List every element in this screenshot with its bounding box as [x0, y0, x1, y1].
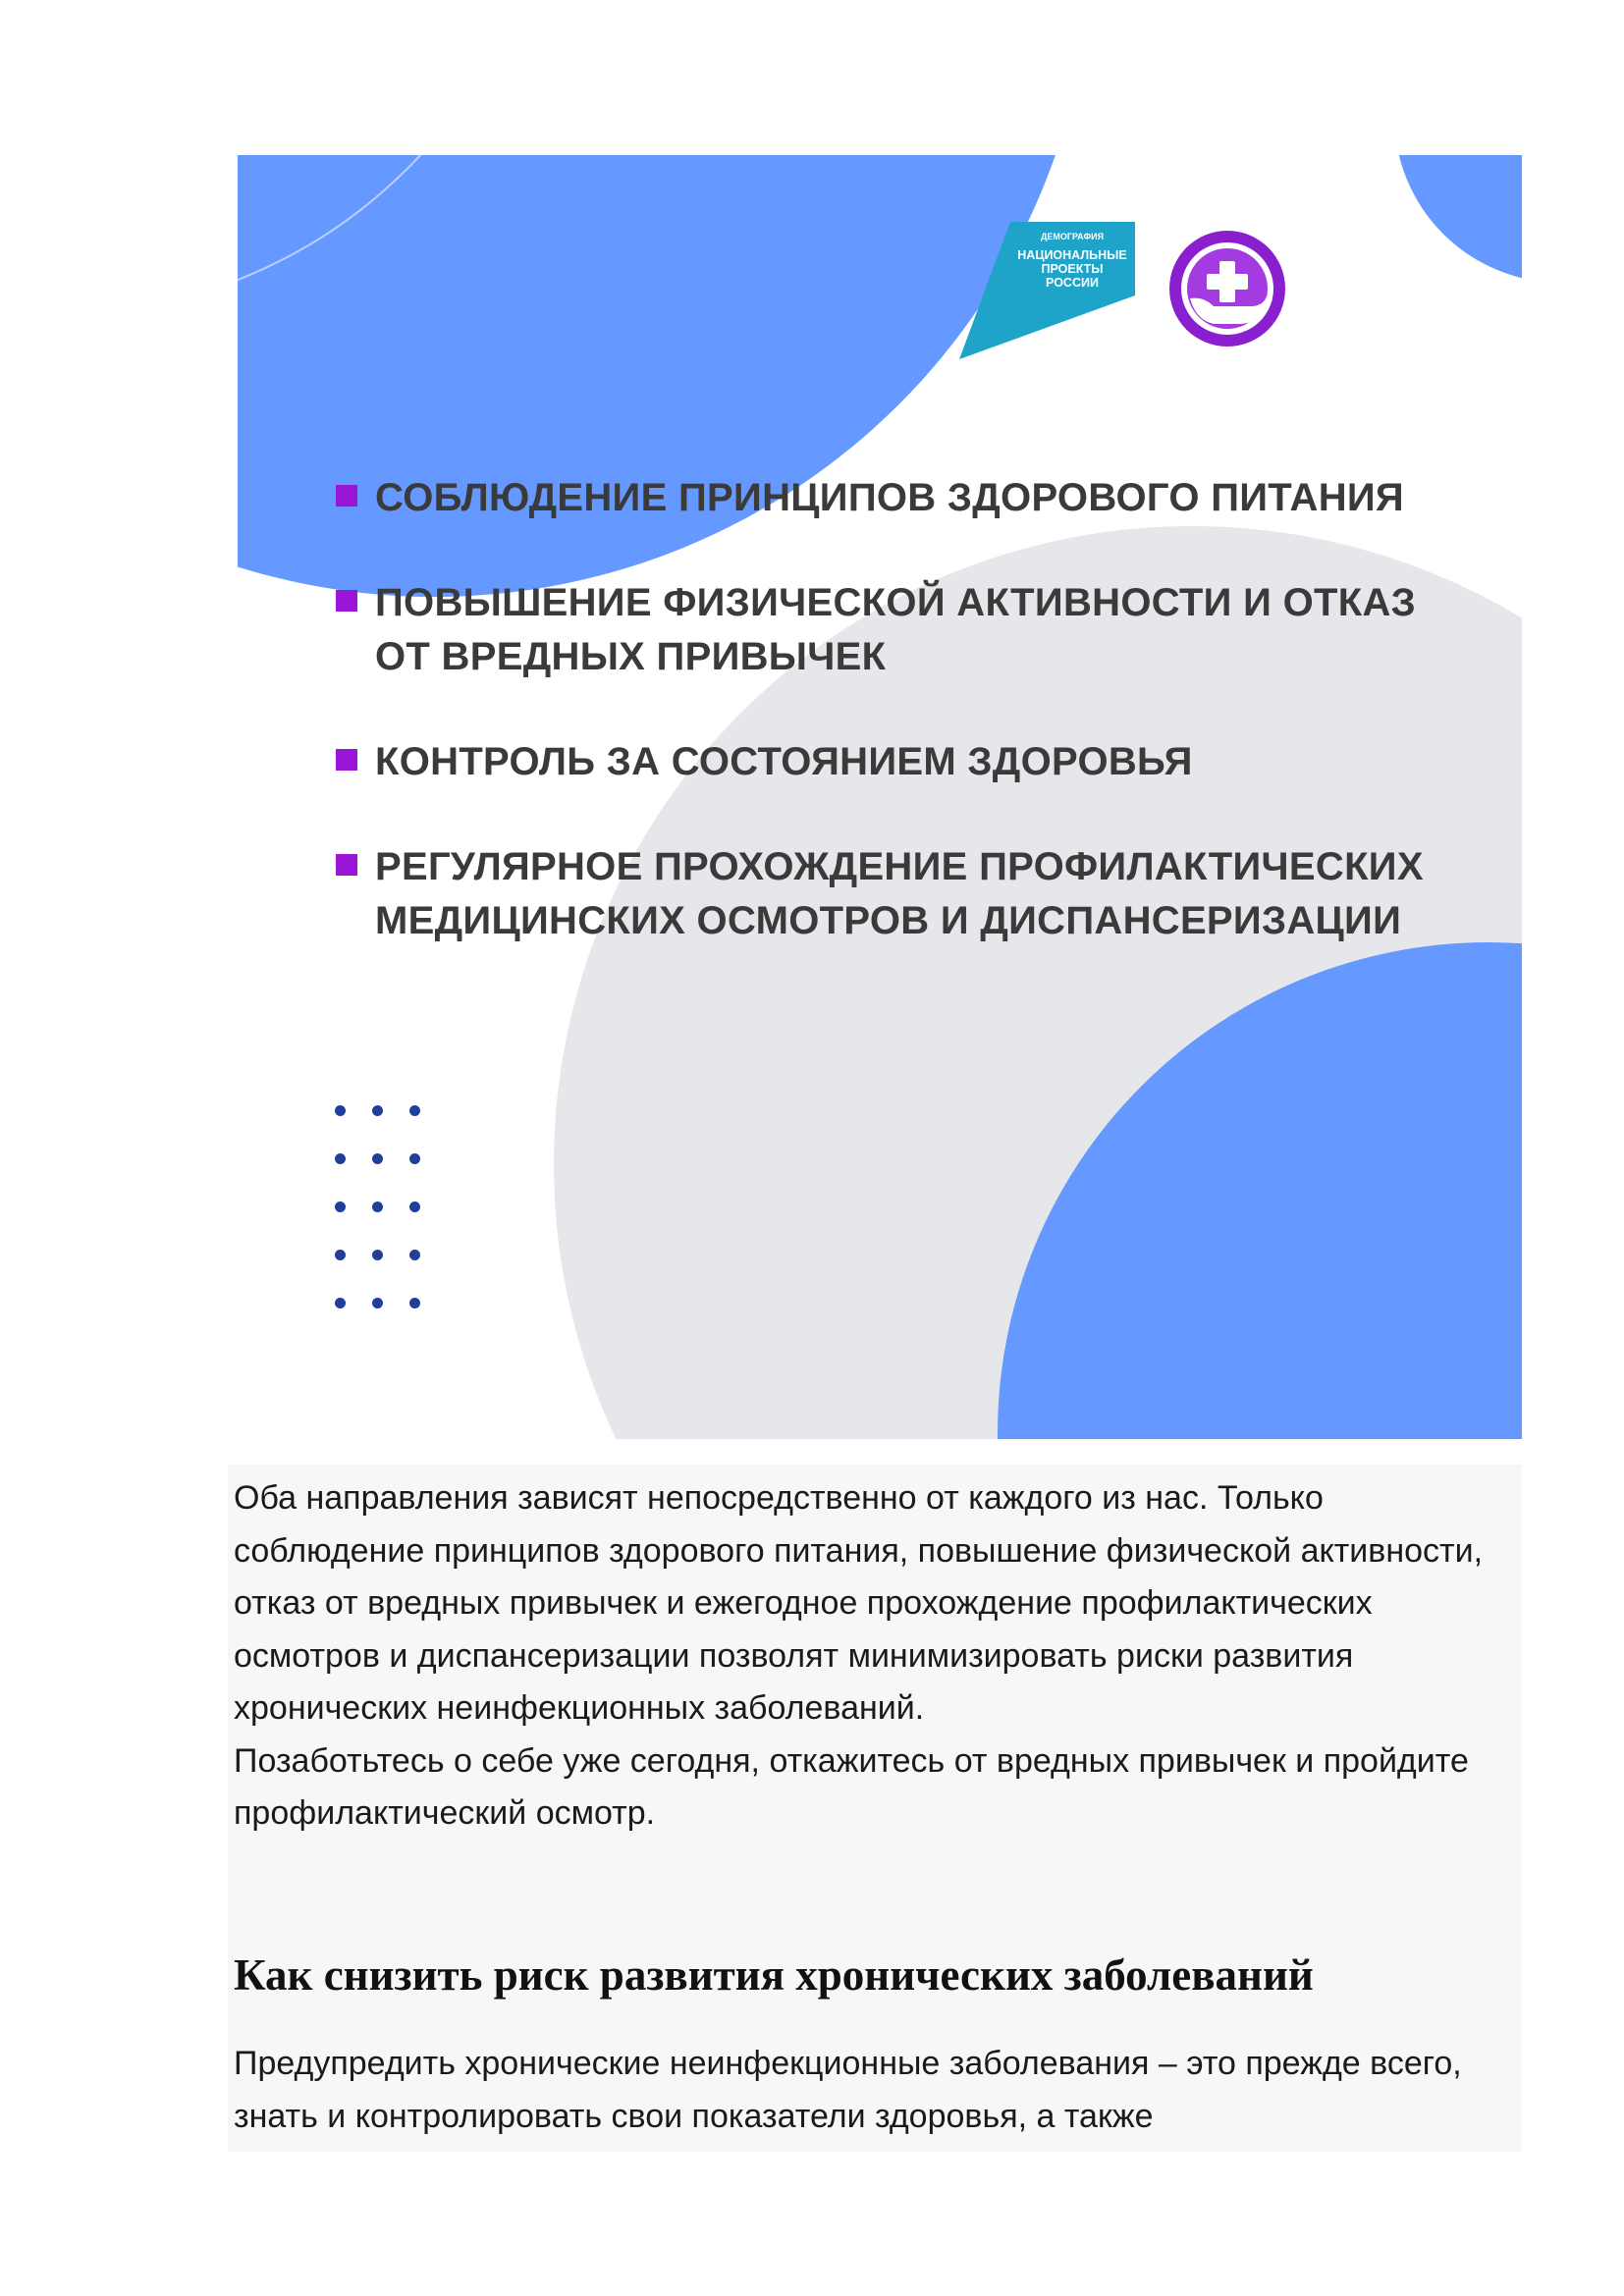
dot	[335, 1105, 346, 1116]
bullet-text: КОНТРОЛЬ ЗА СОСТОЯНИЕМ ЗДОРОВЬЯ	[375, 740, 1193, 783]
blue-circle-top-right	[1394, 155, 1522, 283]
paragraph: Оба направления зависят непосредственно от каждого из нас. Только соблюдение принципов здорового питания, повышение физической активности, отказ от вредных привычек и ежегодное прохождение профилактических осмотров и диспансеризации позволят минимизировать риски развития хронических неинфекционных заболеваний.	[234, 1479, 1484, 1727]
demography-logo-line-2: ПРОЕКТЫ	[1041, 262, 1104, 276]
demography-national-projects-logo	[956, 212, 1290, 364]
paragraph: Позаботьтесь о себе уже сегодня, откажитесь от вредных привычек и пройдите профилактический осмотр.	[234, 1741, 1469, 1832]
dot	[372, 1250, 383, 1260]
bullet-text: РЕГУЛЯРНОЕ ПРОХОЖДЕНИЕ ПРОФИЛАКТИЧЕСКИХ МЕДИЦИНСКИХ ОСМОТРОВ И ДИСПАНСЕРИЗАЦИИ	[375, 845, 1424, 942]
recommendations-list	[336, 471, 1475, 999]
dot	[372, 1201, 383, 1212]
list-item	[336, 735, 1475, 789]
article-block	[228, 1465, 1522, 2152]
article-intro	[234, 1472, 1500, 1841]
bullet-text: СОБЛЮДЕНИЕ ПРИНЦИПОВ ЗДОРОВОГО ПИТАНИЯ	[375, 476, 1404, 519]
demography-logo-line-3: РОССИИ	[1046, 276, 1099, 290]
dot	[372, 1153, 383, 1164]
list-item	[336, 576, 1475, 684]
list-item	[336, 471, 1475, 525]
dot	[409, 1298, 420, 1308]
health-poster	[238, 155, 1522, 1439]
dot-grid-decoration	[335, 1105, 420, 1308]
section-heading: Как снизить риск развития хронических заболеваний	[234, 1950, 1314, 2000]
paragraph: Предупредить хронические неинфекционные заболевания – это прежде всего, знать и контролировать свои показатели здоровья, а также	[234, 2045, 1462, 2135]
bullet-square-icon	[336, 590, 357, 612]
bullet-square-icon	[336, 854, 357, 876]
dot	[335, 1298, 346, 1308]
dot	[409, 1153, 420, 1164]
dot	[409, 1250, 420, 1260]
dot	[409, 1201, 420, 1212]
dot	[335, 1153, 346, 1164]
dot	[409, 1105, 420, 1116]
article-continuation	[234, 2038, 1500, 2143]
list-item	[336, 840, 1475, 948]
bullet-square-icon	[336, 485, 357, 507]
dot	[335, 1201, 346, 1212]
demography-logo-top-text: ДЕМОГРАФИЯ	[1040, 232, 1105, 241]
bullet-text: ПОВЫШЕНИЕ ФИЗИЧЕСКОЙ АКТИВНОСТИ И ОТКАЗ ОТ ВРЕДНЫХ ПРИВЫЧЕК	[375, 581, 1417, 678]
dot	[372, 1105, 383, 1116]
medical-cross-hand-icon	[1169, 231, 1285, 347]
dot	[372, 1298, 383, 1308]
dot	[335, 1250, 346, 1260]
demography-logo-line-1: НАЦИОНАЛЬНЫЕ	[1017, 248, 1127, 262]
logos-group	[956, 212, 1290, 364]
bullet-square-icon	[336, 749, 357, 771]
